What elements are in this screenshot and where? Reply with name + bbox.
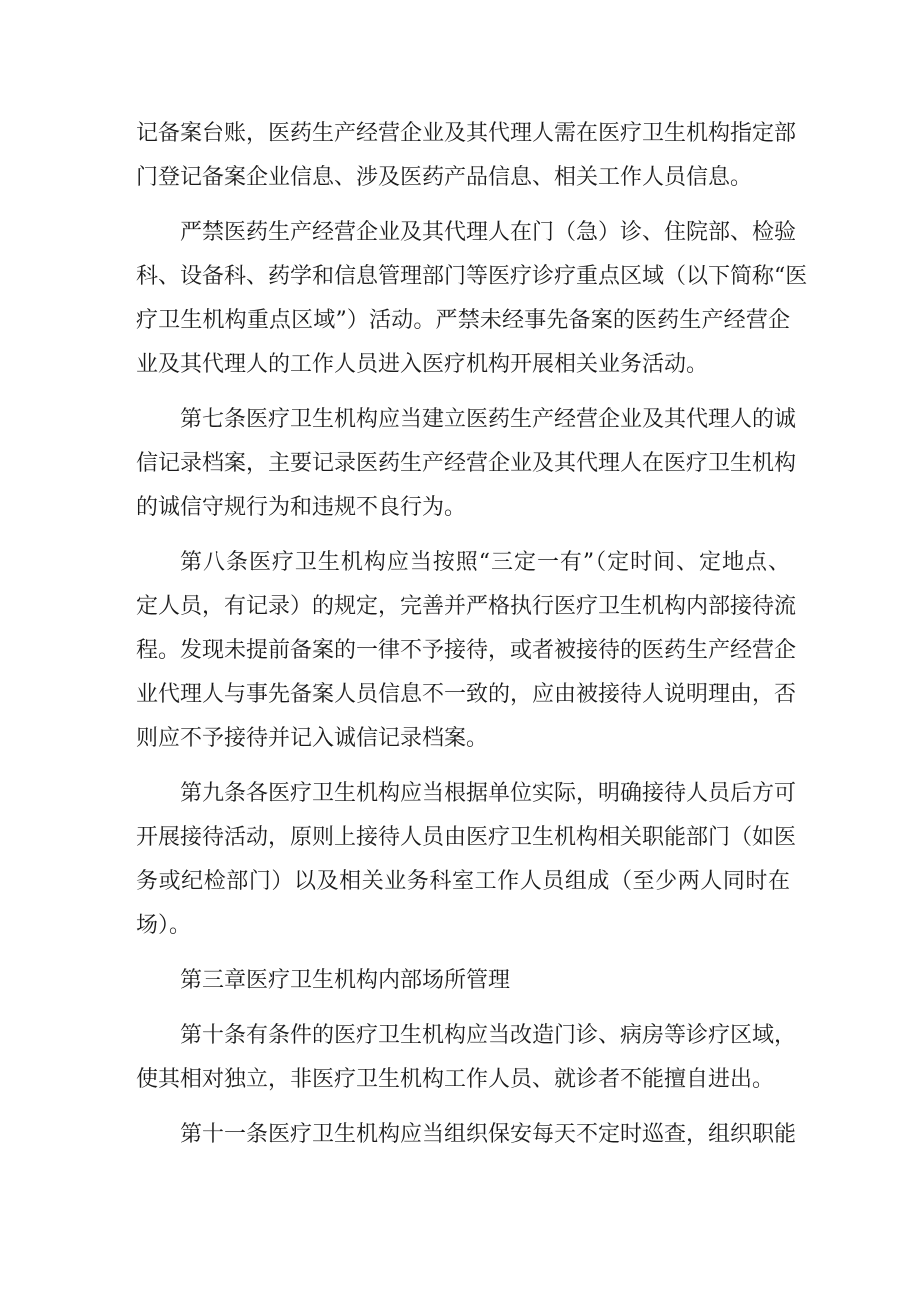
paragraph-line: 则应不予接待并记入诚信记录档案。 [136,726,489,751]
chapter-heading: 第三章医疗卫生机构内部场所管理 [180,968,511,993]
article-10 [136,1014,797,1102]
paragraph-line: 记备案台账，医药生产经营企业及其代理人需在医疗卫生机构指定部 [136,121,797,146]
paragraph-line: 程。发现未提前备案的一律不予接待，或者被接待的医药生产经营企 [136,638,797,663]
paragraph-line: 场）。 [136,913,192,938]
paragraph-line: 科、设备科、药学和信息管理部门等医疗诊疗重点区域（以下简称“医 [136,264,808,289]
paragraph-line: 第九条各医疗卫生机构应当根据单位实际，明确接待人员后方可 [180,781,797,806]
paragraph-line: 业代理人与事先备案人员信息不一致的，应由被接待人说明理由，否 [136,682,797,707]
paragraph-line: 务或纪检部门）以及相关业务科室工作人员组成（至少两人同时在 [136,869,790,894]
paragraph-line: 信记录档案，主要记录医药生产经营企业及其代理人在医疗卫生机构 [136,451,797,476]
article-9 [136,772,797,948]
document-body [136,112,808,1157]
paragraph-line: 第八条医疗卫生机构应当按照“三定一有”（定时间、定地点、 [180,550,790,575]
chapter-3-heading [136,959,790,1003]
article-7 [136,398,797,530]
paragraph-1 [136,112,797,200]
paragraph-line: 业及其代理人的工作人员进入医疗机构开展相关业务活动。 [136,352,709,377]
paragraph-line: 门登记备案企业信息、涉及医药产品信息、相关工作人员信息。 [136,165,753,190]
article-11 [136,1113,797,1157]
paragraph-line: 的诚信守规行为和违规不良行为。 [136,495,467,520]
paragraph-line: 严禁医药生产经营企业及其代理人在门（急）诊、住院部、检验 [180,220,797,245]
article-8 [136,541,797,761]
paragraph-line: 第七条医疗卫生机构应当建立医药生产经营企业及其代理人的诚 [180,407,797,432]
paragraph-line: 开展接待活动，原则上接待人员由医疗卫生机构相关职能部门（如医 [136,825,797,850]
paragraph-line: 第十条有条件的医疗卫生机构应当改造门诊、病房等诊疗区域， [180,1023,797,1048]
paragraph-line: 定人员，有记录）的规定，完善并严格执行医疗卫生机构内部接待流 [136,594,797,619]
paragraph-line: 疗卫生机构重点区域”）活动。严禁未经事先备案的医药生产经营企 [136,308,790,333]
paragraph-line: 使其相对独立，非医疗卫生机构工作人员、就诊者不能擅自进出。 [136,1067,775,1092]
paragraph-2 [136,211,808,387]
paragraph-line: 第十一条医疗卫生机构应当组织保安每天不定时巡查，组织职能 [180,1122,797,1147]
